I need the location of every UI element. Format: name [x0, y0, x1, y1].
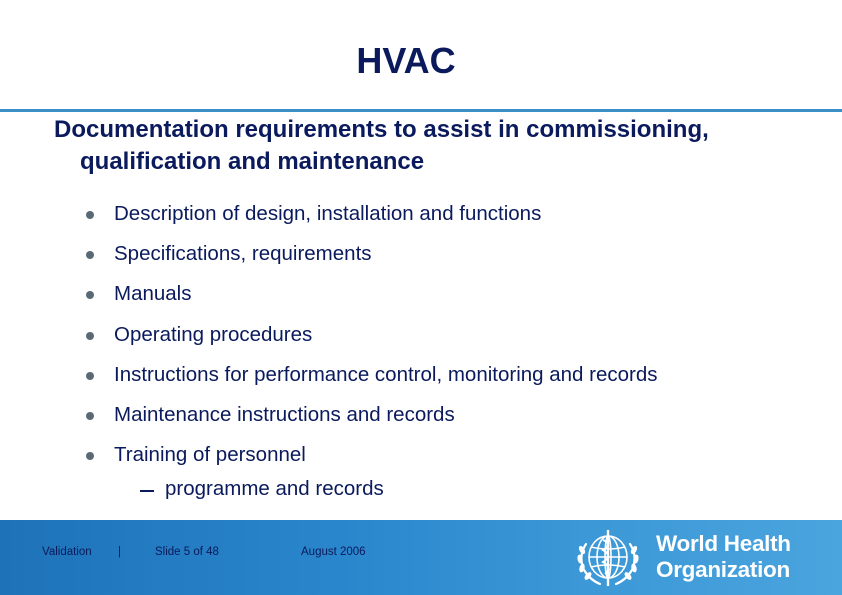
- bullet-list: [86, 194, 658, 475]
- list-item: [86, 194, 658, 234]
- footer-section: Validation: [42, 546, 92, 558]
- bullet-text: Maintenance instructions and records: [114, 403, 455, 427]
- org-line-2: Organization: [656, 557, 790, 582]
- sub-bullet-text: programme and records: [165, 477, 384, 500]
- bullet-icon: [86, 251, 94, 259]
- list-item: [86, 234, 658, 274]
- list-item: [86, 355, 658, 395]
- slide-title: HVAC: [356, 40, 456, 81]
- bullet-icon: [86, 291, 94, 299]
- bullet-text: Specifications, requirements: [114, 242, 372, 266]
- bullet-icon: [86, 412, 94, 420]
- bullet-icon: [86, 332, 94, 340]
- bullet-text: Operating procedures: [114, 322, 313, 346]
- bullet-icon: [86, 211, 94, 219]
- main-heading: Documentation requirements to assist in commissioning, qualification and maintenance: [54, 116, 709, 175]
- footer-separator: |: [118, 546, 121, 558]
- org-line-1: World Health: [656, 531, 791, 556]
- who-organization-name: [656, 531, 791, 583]
- who-emblem-icon: [572, 526, 644, 590]
- list-item: [86, 395, 658, 435]
- title-divider: [0, 109, 842, 112]
- footer-date: August 2006: [301, 546, 366, 558]
- bullet-text: Description of design, installation and functions: [114, 202, 542, 226]
- list-item: [86, 274, 658, 314]
- bullet-text: Training of personnel: [114, 443, 306, 467]
- bullet-icon: [86, 452, 94, 460]
- footer-bar: [0, 520, 842, 595]
- bullet-text: Instructions for performance control, monitoring and records: [114, 362, 658, 386]
- list-item: [86, 435, 658, 475]
- sub-list-item: [140, 477, 384, 501]
- dash-icon: [140, 490, 154, 492]
- bullet-text: Manuals: [114, 282, 192, 306]
- bullet-icon: [86, 372, 94, 380]
- footer-slide-number: Slide 5 of 48: [155, 546, 219, 558]
- list-item: [86, 315, 658, 355]
